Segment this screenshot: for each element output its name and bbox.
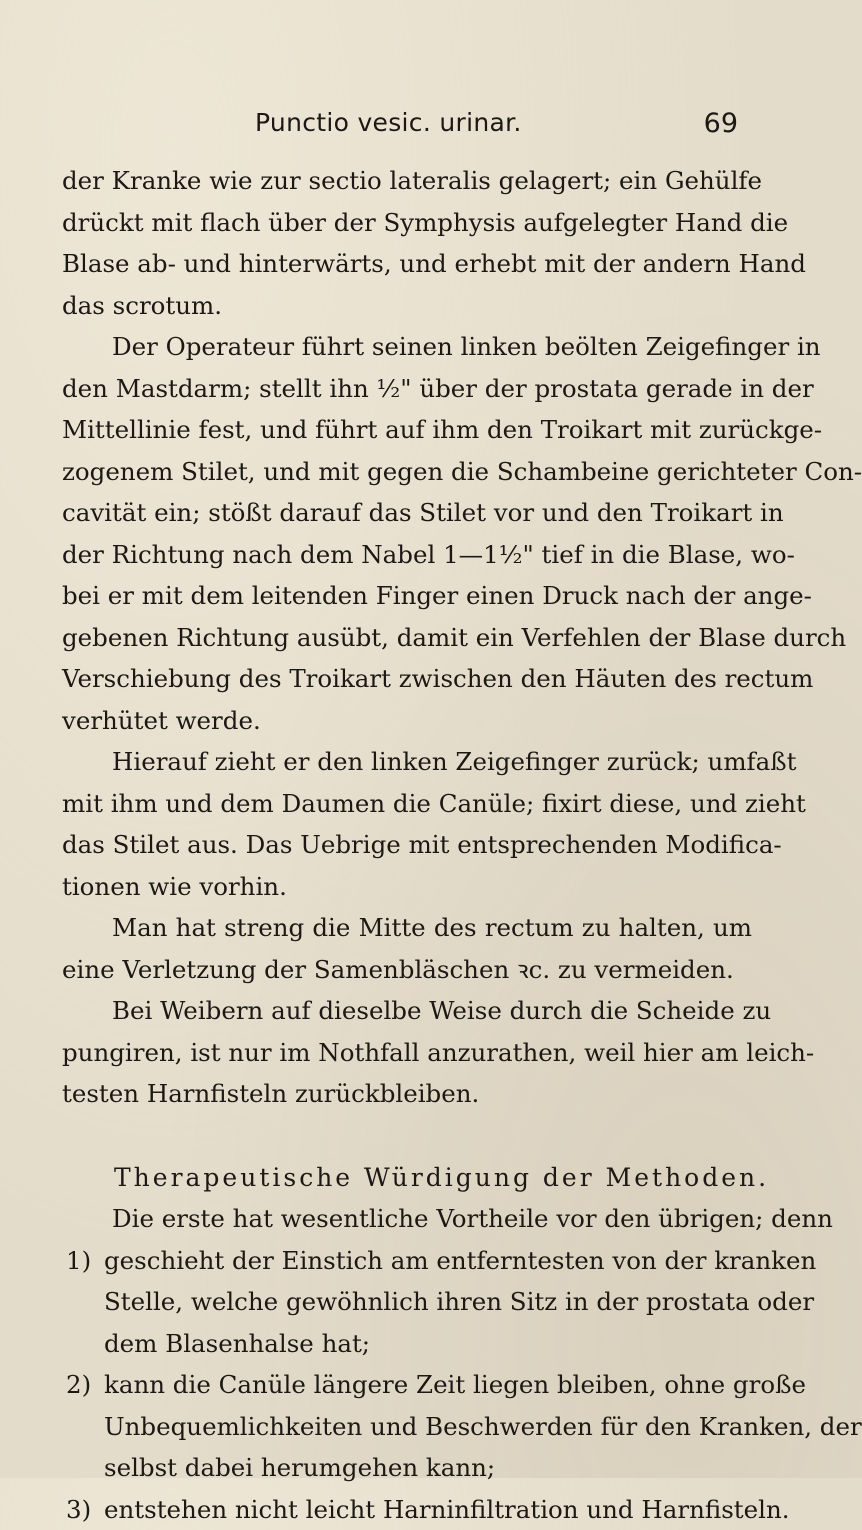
page-header [0, 108, 800, 148]
paragraph-4 [62, 907, 752, 990]
text-line: mit ihm und dem Daumen die Canüle; fixirt diese, und zieht [62, 783, 752, 825]
list-item-number: 1) [66, 1240, 91, 1282]
text-line: der Kranke wie zur sectio lateralis gelagert; ein Gehülfe [62, 160, 752, 202]
text-line: selbst dabei herumgehen kann; [62, 1447, 752, 1489]
text-line: pungiren, ist nur im Nothfall anzurathen, weil hier am leich- [62, 1032, 752, 1074]
intro-line: Die erste hat wesentliche Vortheile vor den übrigen; denn [62, 1198, 752, 1240]
section-heading: Therapeutische Würdigung der Methoden. [62, 1157, 752, 1199]
text-line: geschieht der Einstich am entferntesten von der kranken [62, 1240, 752, 1282]
text-line: Bei Weibern auf dieselbe Weise durch die Scheide zu [62, 990, 752, 1032]
list-item [62, 1364, 752, 1489]
text-line: verhütet werde. [62, 700, 752, 742]
text-line: das Stilet aus. Das Uebrige mit entsprechenden Modifica- [62, 824, 752, 866]
text-line: gebenen Richtung ausübt, damit ein Verfehlen der Blase durch [62, 617, 752, 659]
paragraph-1 [62, 160, 752, 326]
paragraph-3 [62, 741, 752, 907]
list-item-number: 2) [66, 1364, 91, 1406]
text-line: Blase ab- und hinterwärts, und erhebt mit der andern Hand [62, 243, 752, 285]
text-line: eine Verletzung der Samenbläschen ꝛc. zu vermeiden. [62, 949, 752, 991]
text-line: Unbequemlichkeiten und Beschwerden für den Kranken, der [62, 1406, 752, 1448]
text-line: Der Operateur führt seinen linken beölten Zeigefinger in [62, 326, 752, 368]
text-line: tionen wie vorhin. [62, 866, 752, 908]
paragraph-2 [62, 326, 752, 741]
text-line: das scrotum. [62, 285, 752, 327]
text-line: Man hat streng die Mitte des rectum zu halten, um [62, 907, 752, 949]
list-item [62, 1240, 752, 1365]
text-line: kann die Canüle längere Zeit liegen bleiben, ohne große [62, 1364, 752, 1406]
paragraph-5 [62, 990, 752, 1115]
text-line: zogenem Stilet, und mit gegen die Schambeine gerichteter Con- [62, 451, 752, 493]
text-line: drückt mit flach über der Symphysis aufgelegter Hand die [62, 202, 752, 244]
text-line: Stelle, welche gewöhnlich ihren Sitz in der prostata oder [62, 1281, 752, 1323]
running-head: Punctio vesic. urinar. [255, 108, 522, 137]
text-line: Verschiebung des Troikart zwischen den Häuten des rectum [62, 658, 752, 700]
text-line: Mittellinie fest, und führt auf ihm den Troikart mit zurückge- [62, 409, 752, 451]
section-spacer [62, 1115, 752, 1157]
text-body [62, 160, 752, 1530]
page-number: 69 [704, 108, 738, 139]
text-line: bei er mit dem leitenden Finger einen Druck nach der ange- [62, 575, 752, 617]
text-line: entstehen nicht leicht Harninfiltration und Harnfisteln. [62, 1489, 752, 1530]
text-line: der Richtung nach dem Nabel 1—1½" tief in die Blase, wo- [62, 534, 752, 576]
list-item [62, 1489, 752, 1530]
text-line: dem Blasenhalse hat; [62, 1323, 752, 1365]
text-line: Hierauf zieht er den linken Zeigefinger zurück; umfaßt [62, 741, 752, 783]
list-item-number: 3) [66, 1489, 91, 1530]
text-line: cavität ein; stößt darauf das Stilet vor und den Troikart in [62, 492, 752, 534]
text-line: den Mastdarm; stellt ihn ½" über der prostata gerade in der [62, 368, 752, 410]
text-line: testen Harnfisteln zurückbleiben. [62, 1073, 752, 1115]
